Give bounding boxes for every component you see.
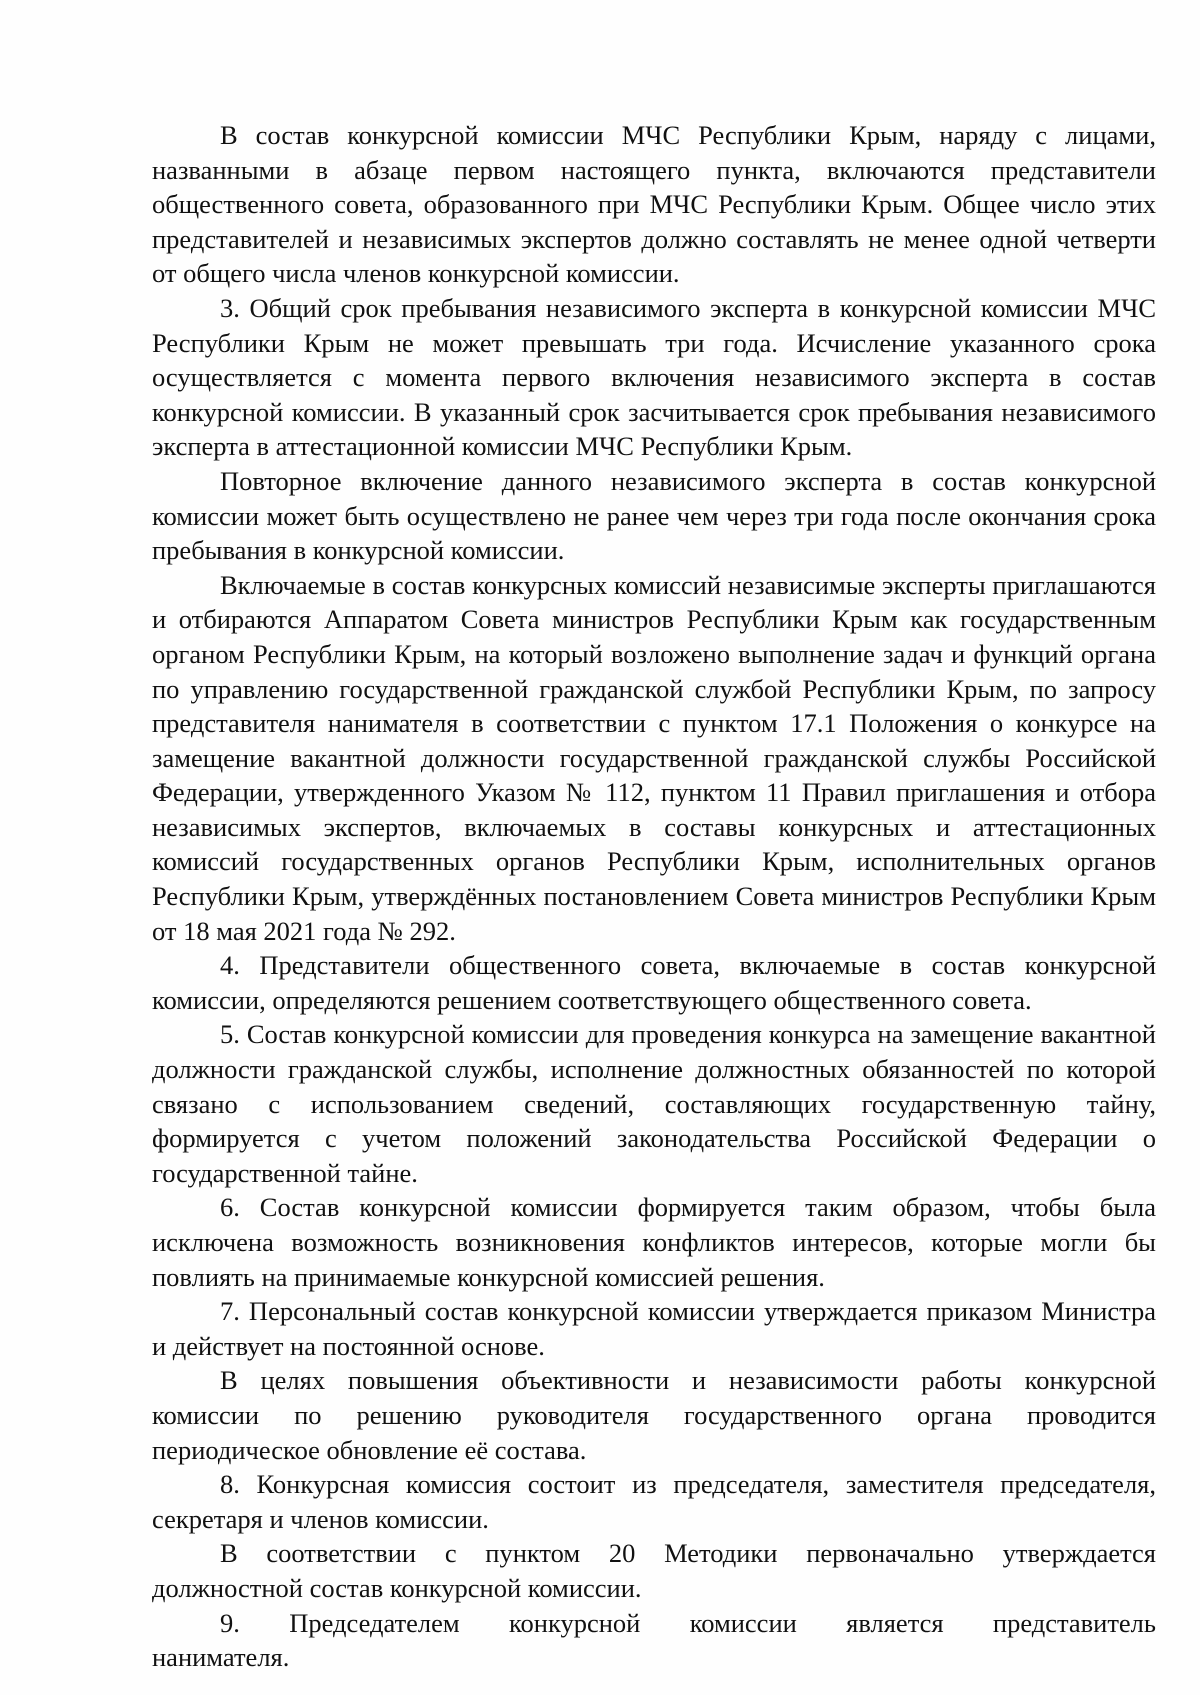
paragraph-8-commission-structure: 8. Конкурсная комиссия состоит из председателя, заместителя председателя, секретаря и членов комиссии. — [152, 1469, 1156, 1534]
paragraph-9-line-1: 9. Председателем конкурсной комиссии является представитель — [220, 1607, 1156, 1638]
paragraph-4-public-council: 4. Представители общественного совета, включаемые в состав конкурсной комиссии, определяются решением соответствующего общественного совета. — [152, 950, 1156, 1015]
paragraph-7-personal-composition: 7. Персональный состав конкурсной комиссии утверждается приказом Министра и действует на постоянной основе. — [152, 1296, 1156, 1361]
paragraph-repeat-inclusion: Повторное включение данного независимого эксперта в состав конкурсной комиссии может быть осуществлено не ранее чем через три года после окончания срока пребывания в конкурсной комиссии. — [152, 465, 1156, 566]
paragraph-5-state-secret: 5. Состав конкурсной комиссии для проведения конкурса на замещение вакантной должности гражданской службы, исполнение должностных обязанностей по которой связано с использованием сведений, составляющих государственную тайну, формируется с учетом положений законодательства Российской Федерации о государственной тайне. — [152, 1019, 1156, 1188]
paragraph-9-line-2: нанимателя. — [152, 1642, 290, 1673]
paragraph-3-expert-term: 3. Общий срок пребывания независимого эксперта в конкурсной комиссии МЧС Республики Крым не может превышать три года. Исчисление указанного срока осуществляется с момента первого включения независимого эксперта в состав конкурсной комиссии. В указанный срок засчитывается срок пребывания независимого эксперта в аттестационной комиссии МЧС Республики Крым. — [152, 292, 1156, 462]
paragraph-6-conflict-of-interest: 6. Состав конкурсной комиссии формируется таким образом, чтобы была исключена возможность возникновения конфликтов интересов, которые могли бы повлиять на принимаемые конкурсной комиссией решения. — [152, 1192, 1156, 1292]
paragraph-periodic-update: В целях повышения объективности и независимости работы конкурсной комиссии по решению руководителя государственного органа проводится периодическое обновление её состава. — [152, 1365, 1156, 1465]
paragraph-9-chairman — [152, 1606, 1156, 1675]
paragraph-commission-composition: В состав конкурсной комиссии МЧС Республики Крым, наряду с лицами, названными в абзаце первом настоящего пункта, включаются представители общественного совета, образованного при МЧС Республики Крым. Общее число этих представителей и независимых экспертов должно составлять не менее одной четверти от общего числа членов конкурсной комиссии. — [152, 120, 1156, 289]
document-body — [152, 118, 1156, 1675]
paragraph-methodology-point-20: В соответствии с пунктом 20 Методики первоначально утверждается должностной состав конкурсной комиссии. — [152, 1538, 1156, 1603]
paragraph-expert-selection: Включаемые в состав конкурсных комиссий независимые эксперты приглашаются и отбираются Аппаратом Совета министров Республики Крым как государственным органом Республики Крым, на который возложено выполнение задач и функций органа по управлению государственной гражданской службой Республики Крым, по запросу представителя нанимателя в соответствии с пунктом 17.1 Положения о конкурсе на замещение вакантной должности государственной гражданской службы Российской Федерации, утвержденного Указом № 112, пунктом 11 Правил приглашения и отбора независимых экспертов, включаемых в составы конкурсных и аттестационных комиссий государственных органов Республики Крым, исполнительных органов Республики Крым, утверждённых постановлением Совета министров Республики Крым от 18 мая 2021 года № 292. — [152, 569, 1156, 946]
